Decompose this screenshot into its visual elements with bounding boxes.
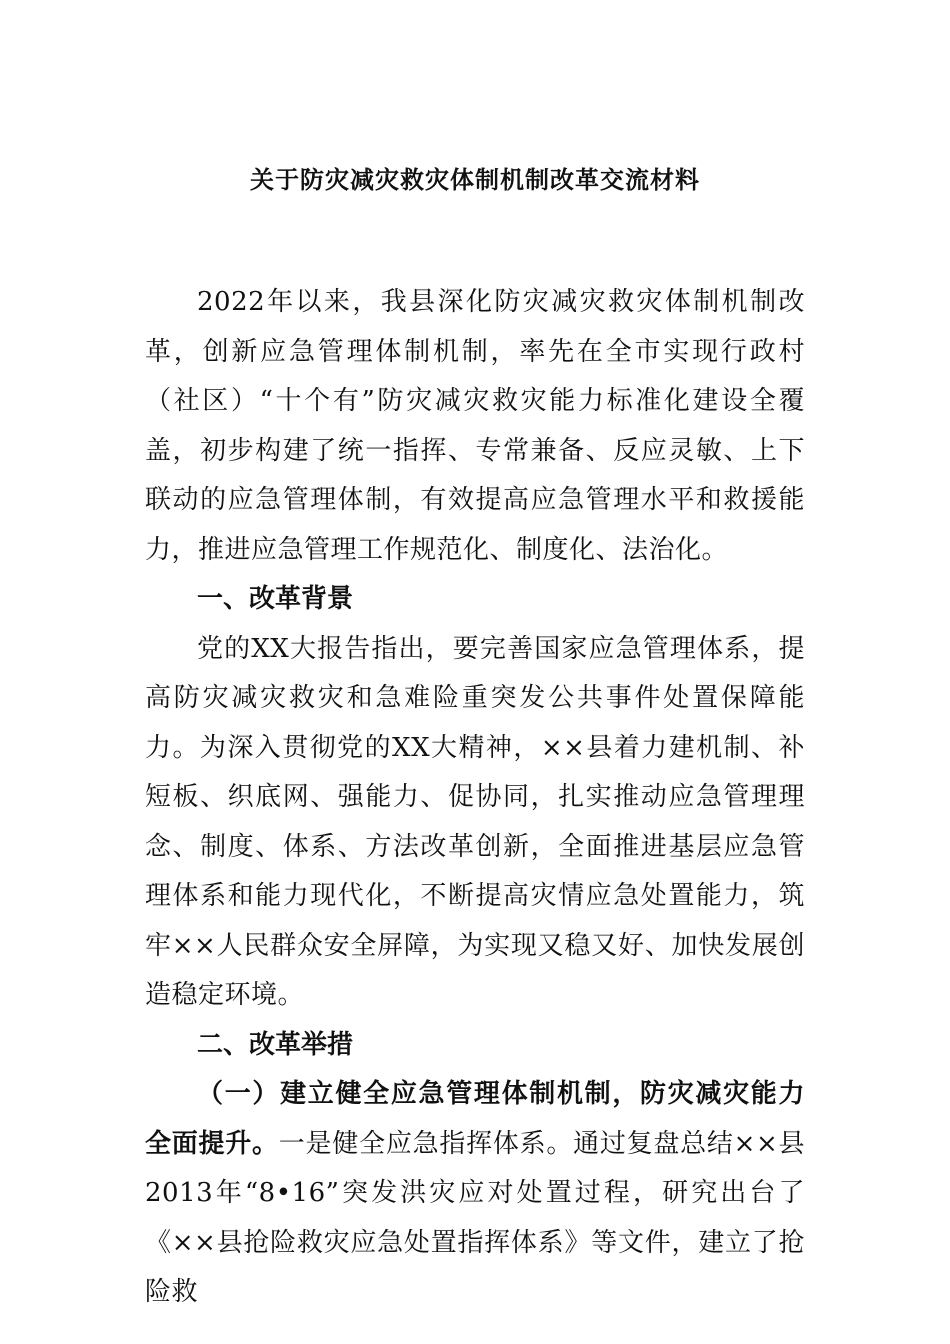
background-paragraph: 党的XX大报告指出，要完善国家应急管理体系，提高防灾减灾救灾和急难险重突发公共事件处置保障能力。为深入贯彻党的XX大精神，××县着力建机制、补短板、织底网、强能力、促协同，扎实推动应急管理理念、制度、体系、方法改革创新，全面推进基层应急管理体系和能力现代化，不断提高灾情应急处置能力，筑牢××人民群众安全屏障，为实现又稳又好、加快发展创造稳定环境。 xyxy=(145,633,805,1010)
document-body xyxy=(145,278,805,1318)
subsection-text: 一是健全应急指挥体系。通过复盘总结××县2013年“8•16”突发洪灾应对处置过程，研究出台了《××县抢险救灾应急处置指挥体系》等文件，建立了抢险救 xyxy=(145,1128,805,1307)
section-heading-background: 一、改革背景 xyxy=(197,584,354,614)
document-title: 关于防灾减灾救灾体制机制改革交流材料 xyxy=(250,166,700,194)
intro-paragraph: 2022年以来，我县深化防灾减灾救灾体制机制改革，创新应急管理体制机制，率先在全市实现行政村（社区）“十个有”防灾减灾救灾能力标准化建设全覆盖，初步构建了统一指挥、专常兼备、反应灵敏、上下联动的应急管理体制，有效提高应急管理水平和救援能力，推进应急管理工作规范化、制度化、法治化。 xyxy=(145,287,805,565)
subsection-lead: （一）建立健全应急管理体制机制，防灾减灾能力全面提升。 xyxy=(145,1079,805,1159)
section-heading-measures: 二、改革举措 xyxy=(197,1029,354,1060)
measures-paragraph xyxy=(145,1070,805,1318)
